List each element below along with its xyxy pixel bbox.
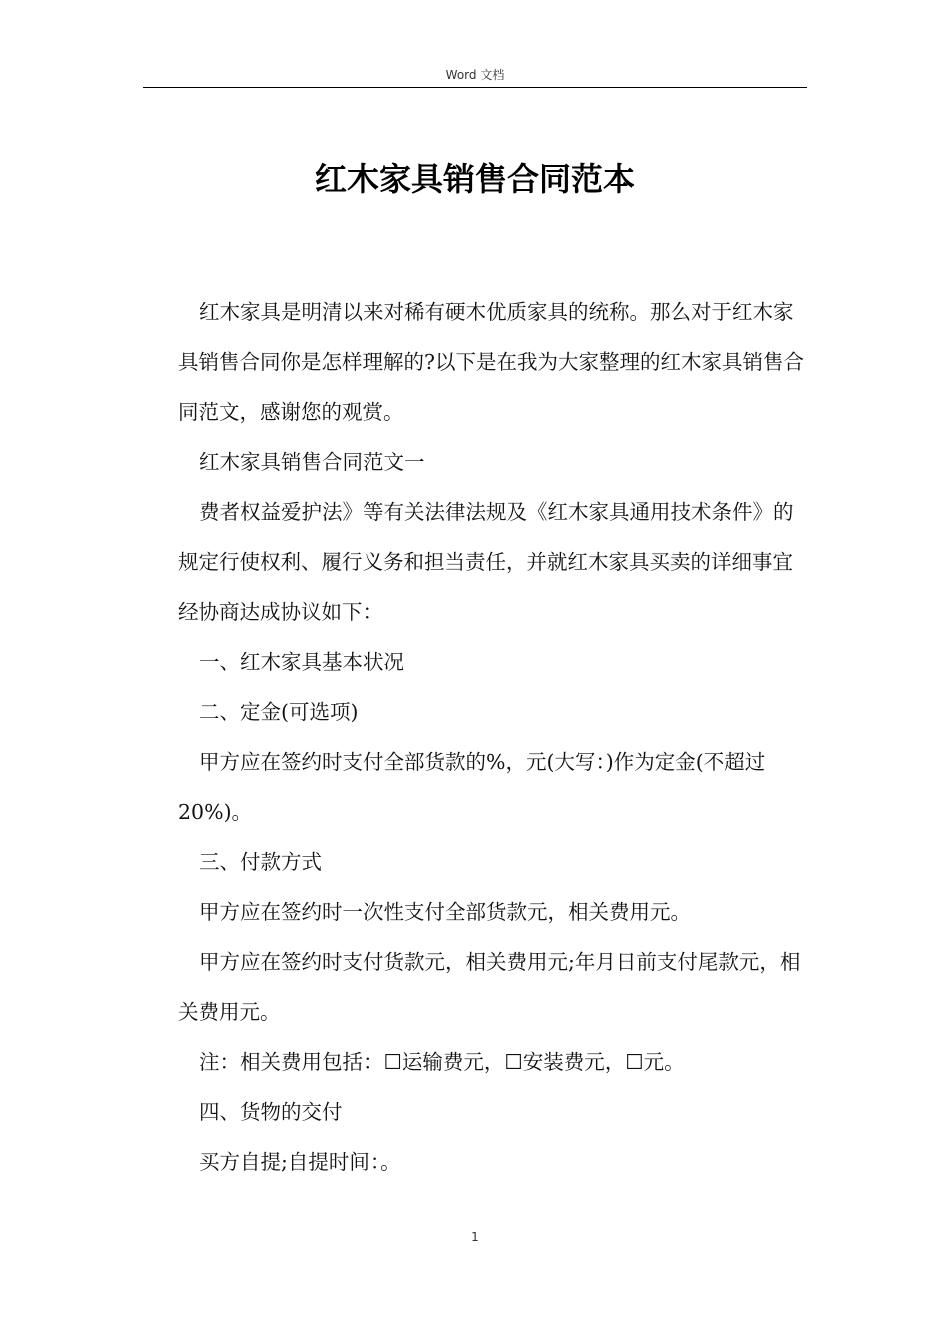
paragraph-sample-heading: 红木家具销售合同范文一 [199, 450, 425, 474]
paragraph-agreement: 费者权益爱护法》等有关法律法规及《红木家具通用技术条件》的规定行使权利、履行义务和担当责任，并就红木家具买卖的详细事宜经协商达成协议如下： [178, 500, 794, 624]
page-header: Word 文档 [445, 68, 505, 82]
paragraph-payment-full: 甲方应在签约时一次性支付全部货款元，相关费用元。 [199, 900, 691, 924]
section-heading-3: 三、付款方式 [199, 850, 322, 874]
paragraph-fees-note: 注：相关费用包括：☐运输费元，☐安装费元，☐元。 [199, 1050, 685, 1074]
header-divider [143, 87, 807, 88]
section-heading-1: 一、红木家具基本状况 [199, 650, 404, 674]
paragraph-payment-installment: 甲方应在签约时支付货款元，相关费用元;年月日前支付尾款元，相关费用元。 [178, 950, 801, 1024]
section-heading-4: 四、货物的交付 [199, 1100, 343, 1124]
paragraph-deposit: 甲方应在签约时支付全部货款的%，元(大写：)作为定金(不超过 20%)。 [178, 750, 766, 824]
document-title: 红木家具销售合同范本 [314, 160, 635, 198]
document-body [178, 287, 804, 1187]
paragraph-intro: 红木家具是明清以来对稀有硬木优质家具的统称。那么对于红木家具销售合同你是怎样理解的?以下是在我为大家整理的红木家具销售合同范文，感谢您的观赏。 [178, 300, 804, 424]
paragraph-pickup: 买方自提;自提时间：。 [199, 1150, 401, 1174]
page-number: 1 [471, 1230, 479, 1244]
section-heading-2: 二、定金(可选项) [199, 700, 359, 724]
